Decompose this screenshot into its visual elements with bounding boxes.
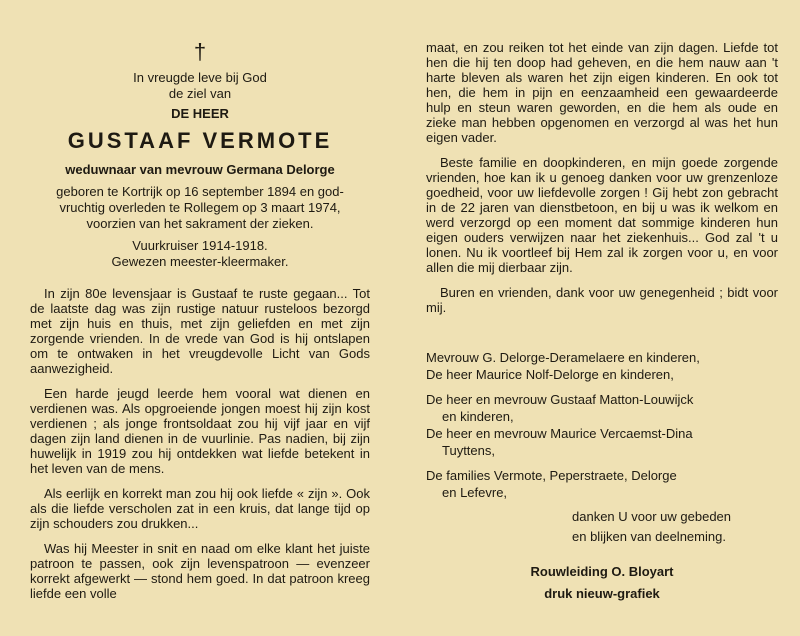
paragraph: Was hij Meester in snit en naad om elke klant het juiste patroon te passen, ook zijn levenspatroon — evenzeer korrekt afgewerkt — stond hem goed. In dat patroon kreeg liefde een volle <box>30 541 370 601</box>
family-line: De heer Maurice Nolf-Delorge en kinderen, <box>426 367 674 382</box>
left-column <box>30 40 370 601</box>
family-line: en Lefevre, <box>442 485 508 500</box>
paragraph: Buren en vrienden, dank voor uw genegenheid ; bidt voor mij. <box>426 285 778 315</box>
family-line: De heer en mevrouw Maurice Vercaemst-Dina <box>426 426 693 441</box>
family-line: en kinderen, <box>442 409 514 424</box>
birth-line-1: geboren te Kortrijk op 16 september 1894 en god- <box>56 184 344 199</box>
profession-line: Gewezen meester-kleermaker. <box>111 254 289 269</box>
deceased-name: GUSTAAF VERMOTE <box>67 128 333 153</box>
funeral-home: Rouwleiding O. Bloyart <box>530 564 674 579</box>
title-line: DE HEER <box>171 106 229 121</box>
birth-line-2: vruchtig overleden te Rollegem op 3 maart 1974, <box>59 200 341 215</box>
paragraph: maat, en zou reiken tot het einde van zijn dagen. Liefde tot hen die hij ten doop had geheven, en die hem nauw aan 't harte bleven als waren het zijn eigen kinderen. En ook tot hen, die hem in pijn en eenzaamheid een gewaardeerde hulp en steun waren geworden, en die hem als oude en zieke man hebben opgenomen en verzorgd al was het hun eigen vader. <box>426 40 778 145</box>
family-line: De families Vermote, Peperstraete, Delorge <box>426 468 677 483</box>
intro-line: In vreugde leve bij God <box>133 70 267 85</box>
paragraph: In zijn 80e levensjaar is Gustaaf te ruste gegaan... Tot de laatste dag was zijn rustige natuur rusteloos bezorgd met zijn huis en thuis, met zijn geliefden en met zijn zorgende vrienden. In de vrede van God is hij ontslapen om te ontwaken in het vreugdevolle Licht van Gods aanwezigheid. <box>30 286 370 376</box>
thanks-line: danken U voor uw gebeden <box>572 509 732 524</box>
paragraph: Als eerlijk en korrekt man zou hij ook liefde « zijn ». Ook als die liefde verscholen zat in een kruis, dat lange tijd op zijn schouders zou drukken... <box>30 486 370 531</box>
intro-line-2: de ziel van <box>168 86 232 101</box>
cross-icon: † <box>193 39 207 64</box>
veteran-line: Vuurkruiser 1914-1918. <box>132 238 268 253</box>
family-line: Mevrouw G. Delorge-Deramelaere en kinderen, <box>426 350 700 365</box>
printer: druk nieuw-grafiek <box>544 586 660 601</box>
birth-line-3: voorzien van het sakrament der zieken. <box>86 216 314 231</box>
right-column <box>426 40 778 605</box>
paragraph: Beste familie en doopkinderen, en mijn goede zorgende vrienden, hoe kan ik u genoeg danken voor uw grenzenloze goedheid, voor uw liefdevolle zorgen ! Gij hebt zon gebracht in de 22 jaren van dienstbetoon, en bij u was ik welkom en werd verzorgd op een moment dat sommige kinderen hun eigen ouders verwijzen naar het ziekenhuis... God zal 't u lonen. Nu ik voortleef bij Hem zal ik zorgen voor u, en voor allen die mij dierbaar zijn. <box>426 155 778 275</box>
family-line: Tuyttens, <box>442 443 495 458</box>
widower-line: weduwnaar van mevrouw Germana Delorge <box>65 162 335 177</box>
thanks-line-2: en blijken van deelneming. <box>572 529 726 544</box>
family-line: De heer en mevrouw Gustaaf Matton-Louwijck <box>426 392 694 407</box>
paragraph: Een harde jeugd leerde hem vooral wat dienen en verdienen was. Als opgroeiende jongen moest hij zijn kost verdienen ; als jonge frontsoldaat zou hij vijf jaar en vijf dagen zijn land dienen in de vuurlinie. Pas nadien, bij zijn huwelijk in 1919 zou hij ontdekken wat liefde betekent in het leven van de mens. <box>30 386 370 476</box>
family-list <box>426 349 778 501</box>
